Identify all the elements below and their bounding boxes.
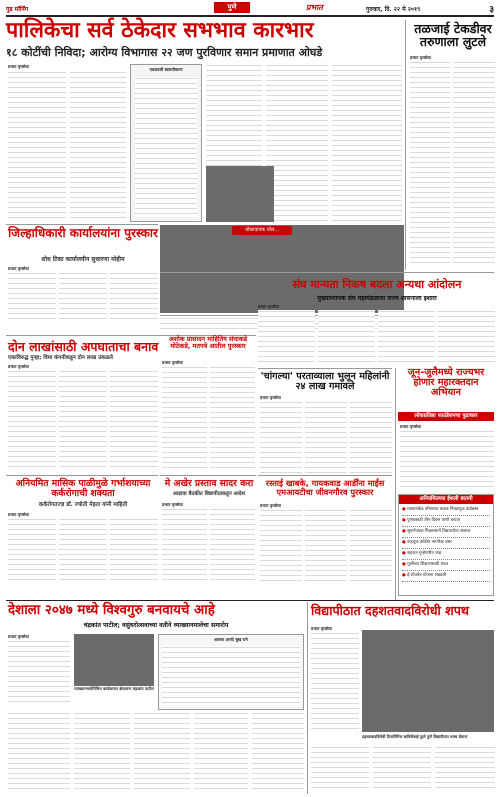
brief-item[interactable]: ● ई-टॉयलेट योजना रखडली [402, 571, 490, 582]
university-col-4 [435, 746, 495, 792]
bottom-subhead: चंद्रकांत पाटील; वसुंधरोत्सवाच्या वतीने व्याख्यानमालेचा समारोप [83, 622, 229, 629]
district-subhead: शोध टिका कार्यालयीन सुधारणा मोहीम [41, 256, 125, 263]
bottom-col-4 [134, 712, 190, 792]
health-col-2 [59, 518, 107, 584]
lead-col-4 [266, 64, 328, 222]
bottom-col-1 [8, 640, 70, 706]
bribe-byline: प्रभात वृत्तसेवा [260, 395, 281, 400]
health-headline: अनियमित मासिक पाळीमुळे गर्भाशयाच्या कर्करोगाची शक्यता [15, 478, 151, 499]
university-headline: विद्यापीठात दहशतवादविरोधी शपथ [311, 603, 469, 618]
accident-col-2 [59, 370, 107, 470]
brief-item[interactable]: ● वाहतूक कोंडीत नागरिक त्रस्त [402, 538, 490, 549]
side-top-col-2 [453, 61, 495, 267]
photo-caption-ribbon: धोकादायक पोल... [232, 226, 292, 235]
newspaper-logo: प्रभात [306, 3, 323, 12]
lead-col-1 [8, 71, 66, 221]
health-top-rule [6, 475, 158, 476]
accident-col-3 [110, 370, 158, 470]
district-headline: जिल्हाधिकारी कार्यालयांना पुरस्कार [8, 226, 158, 240]
brief-item[interactable]: ● पुण्यासाठी तीन दिवस पाणी कपात [402, 516, 490, 527]
rent-col-3 [350, 509, 392, 584]
side-top-byline: प्रभात वृत्तसेवा [410, 55, 431, 60]
accident-byline: प्रभात वृत्तसेवा [8, 364, 29, 369]
rent-byline: प्रभात वृत्तसेवा [260, 503, 281, 508]
lead-inset-box [130, 64, 202, 222]
briefs-title: अनियमितच्या ईशली बातमी [399, 495, 493, 504]
june-byline: प्रभात वृत्तसेवा [400, 424, 421, 429]
lead-subhead: १८ कोटींची निविदा; आरोग्य विभागास २२ जण पुरविणार समान प्रमाणात ओघडे [6, 46, 323, 59]
sangh-subhead: मुख्याध्यापक संघ महामंडळाचा राज्य शासनाला इशारा [317, 295, 437, 302]
university-photo-caption: दहशतवादविरोधी दिनानिमित्त सावित्रीबाई फुले पुणे विद्यापीठात शपथ घेताना [362, 734, 468, 739]
education-subhead: आढावा बैठकीत विद्यापीठाकडून आदेश [172, 491, 246, 497]
bribe-col-3 [350, 401, 392, 473]
education-headline: मे अखेर प्रस्ताव सादर करा [164, 478, 254, 489]
column-divider-3 [307, 602, 308, 794]
sangh-col-2 [318, 310, 375, 365]
bribe-col-1 [260, 401, 302, 473]
column-divider-2 [395, 368, 396, 600]
bottom-inset-text [162, 646, 300, 706]
accident-col-1 [8, 370, 56, 470]
side-top-headline: तळजाई टेकडीवर तरुणाला लुटले [414, 21, 492, 50]
page-number: ३ [489, 5, 494, 15]
bottom-headline: देशाला २०४७ मध्ये विश्वगुरु बनवायचे आहे [8, 603, 215, 618]
june-headline: जून-जुलैमध्ये राज्यभर होणार महारक्तदान अभियान [407, 367, 485, 399]
university-byline: प्रभात वृत्तसेवा [311, 626, 332, 631]
lead-inset-text [135, 77, 197, 217]
health-col-3 [110, 518, 158, 584]
university-col-2 [311, 746, 369, 792]
brief-item[interactable]: ● मतदानकेंद्र परिसरात कडक निवडणूक बंदोबस्त [402, 505, 490, 516]
hotel-col-2 [210, 366, 255, 470]
education-col-2 [210, 508, 255, 584]
briefs-box [398, 494, 494, 596]
section-name: गुड मॉर्निंग [6, 6, 29, 13]
lead-headline: पालिकेचा सर्व ठेकेदार सभभाव कारभार [6, 18, 314, 43]
education-byline: प्रभात वृत्तसेवा [162, 502, 183, 507]
rent-top-rule [258, 475, 392, 476]
sangh-col-3 [378, 310, 435, 365]
accident-subhead: एकाविरुद्ध गुन्हा; विमा कंपनीकडून दोन लाख उकळले [8, 355, 113, 361]
lead-photo [206, 166, 274, 222]
sangh-headline: संघ मान्यता निकष बदला अन्यथा आंदोलन [292, 278, 462, 291]
brief-item[interactable]: ● शहरात गुन्हेगारीत वाढ [402, 549, 490, 560]
bottom-byline: प्रभात वृत्तसेवा [8, 634, 29, 639]
hotel-col-1 [162, 366, 207, 470]
brief-item[interactable]: ● सुवर्णपदक मिळाल्याने विद्यार्थ्याचा सत्कार [402, 527, 490, 538]
hotel-byline: प्रभात वृत्तसेवा [162, 360, 183, 365]
rent-col-1 [260, 509, 302, 584]
hotel-headline: अशोक प्रासादन माहितिय संघाकडे मोठेकडे, मतपत्रे आतील पुरस्कार [168, 335, 248, 350]
city-label: पुणे [214, 2, 250, 13]
bottom-top-rule [6, 600, 494, 601]
lead-col-5 [332, 64, 402, 222]
bottom-inset-title: शामला आनंदे सुख रत्ने [214, 637, 248, 642]
sangh-byline: प्रभात वृत्तसेवा [258, 304, 279, 309]
masthead [6, 2, 494, 14]
district-col-2 [59, 272, 107, 322]
university-col-1 [311, 632, 359, 732]
bribe-headline: 'चांगल्या' परताव्याला भुलून महिलांनी २४ लाख गमावले [260, 371, 390, 393]
bribe-col-2 [305, 401, 347, 473]
university-photo [362, 630, 494, 732]
bottom-col-5 [194, 712, 248, 792]
education-top-rule [160, 475, 256, 476]
district-col-1 [8, 272, 56, 322]
health-byline: प्रभात वृत्तसेवा [8, 512, 29, 517]
health-subhead: कर्करोगतज्ज्ञ डॉ. ज्योती मेहता यांनी माहिती [38, 502, 128, 508]
district-top-rule [6, 224, 158, 225]
bribe-top-rule [258, 368, 392, 369]
header-rule [6, 15, 494, 17]
sangh-col-4 [438, 310, 495, 365]
issue-date: गुरुवार, दि. २२ मे २०१९ [366, 6, 421, 13]
lead-col-2 [70, 71, 126, 221]
brief-item[interactable]: ● मुलींच्या शिक्षणासाठी मदत [402, 560, 490, 571]
sangh-top-rule [160, 272, 494, 273]
rent-col-2 [305, 509, 347, 584]
bottom-col-6 [252, 712, 304, 792]
sangh-col-1 [258, 310, 315, 365]
bottom-col-2 [8, 712, 70, 792]
district-byline: प्रभात वृत्तसेवा [8, 266, 29, 271]
district-col-3 [110, 272, 158, 322]
lead-inset-heading: एकत्रचारी स्वरूपीकरण [149, 67, 183, 72]
bottom-photo-caption: व्याख्यानमालेनिमित्त कार्यक्रमात बोलताना चंद्रकांत पाटील [74, 686, 154, 691]
education-col-1 [162, 508, 207, 584]
june-subhead: लोकप्रतिष्ठा फाउंडेशनचा पुढाकार [398, 412, 494, 421]
side-top-col-1 [410, 61, 450, 267]
health-col-1 [8, 518, 56, 584]
bottom-photo [74, 634, 154, 686]
lead-byline: प्रभात वृत्तसेवा [8, 64, 29, 69]
column-divider [405, 20, 406, 270]
accident-headline: दोन लाखांसाठी अपघाताचा बनाव [8, 339, 159, 354]
june-body [400, 430, 494, 490]
rent-headline: रस्ताई खाबके, गायकवाड आर्डींना मार्ईस एमआयटीचा जीवनगौरव पुरस्कार [265, 478, 385, 497]
bottom-col-3 [74, 712, 130, 792]
bottom-inset-box [158, 634, 304, 710]
university-col-3 [373, 746, 431, 792]
